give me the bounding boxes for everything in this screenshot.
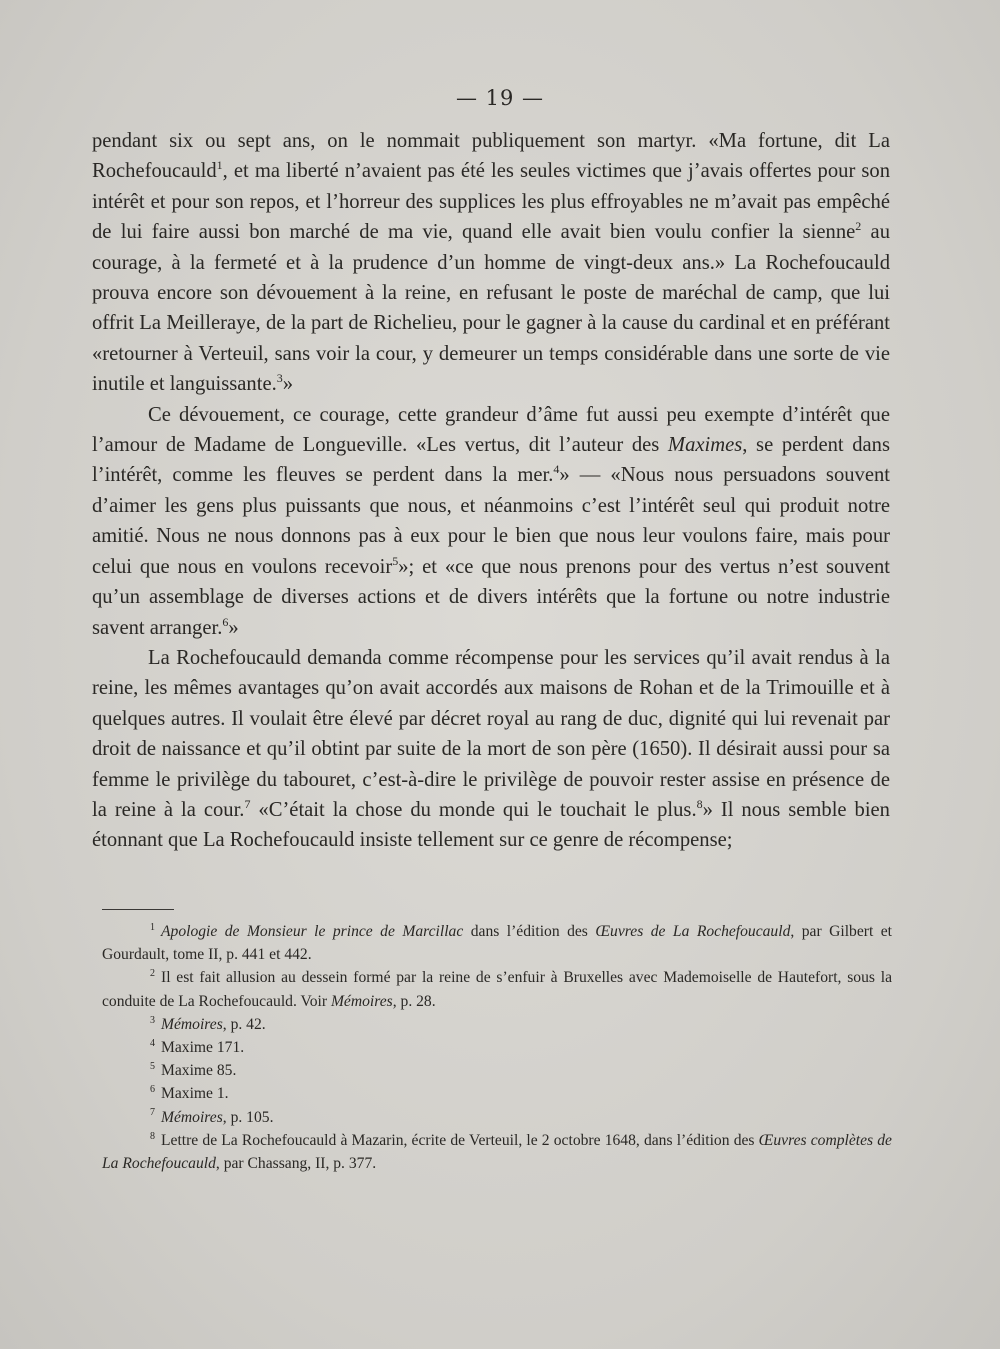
text-run: » — «Nous nous persuadons souvent d’aimer les gens plus puissants que nous, et néanmoins c’est l’intérêt seul qui produit notre amitié. Nous ne nous donnons pas à eux pour le bien que nous leur voulons faire, mais pour celui que nous en voulons recevoir	[92, 464, 890, 578]
footnote-reference: 2	[855, 219, 862, 234]
text-run: Ce dévouement, ce courage, cette grandeur d’âme fut aussi peu exempte d’intérêt que l’amour de Madame de Longueville. «Les vertus, dit l’auteur des	[92, 403, 890, 457]
text-run: Lettre de La Rochefoucauld à Mazarin, écrite de Verteuil, le 2 octobre 1648, dans l’édition des	[161, 1131, 759, 1149]
text-run: dans l’édition des	[463, 923, 596, 940]
italic-text: Œuvres de La Rochefoucauld	[595, 923, 791, 940]
footnote-reference: 3	[276, 371, 283, 386]
italic-text: Apologie de Monsieur le prince de Marcillac	[161, 923, 464, 940]
footnote-reference: 7	[244, 797, 251, 812]
footnote-reference: 1	[216, 158, 223, 173]
text-run: » Il nous semble bien étonnant que La Rochefoucauld insiste tellement sur ce genre de récompense;	[92, 798, 890, 852]
page-number: — 19 —	[455, 86, 545, 110]
italic-text: Œuvres complètes de La Rochefoucauld	[102, 1131, 892, 1173]
footnote-item	[102, 1106, 892, 1129]
footnote-item	[102, 1036, 892, 1059]
text-run: »; et «ce que nous prenons pour des vertus n’est souvent qu’un assemblage de diverses actions et de divers intérêts que la fortune ou notre industrie savent arranger.	[92, 555, 891, 639]
text-run: , p. 42.	[222, 1015, 266, 1033]
text-run: , p. 105.	[222, 1108, 274, 1126]
text-run: Maxime 171.	[161, 1039, 245, 1057]
text-run: La Rochefoucauld demanda comme récompense pour les services qu’il avait rendus à la reine, les mêmes avantages qu’on avait accordés aux maisons de Rohan et de la Trimouille et à quelques autres. Il voulait être élevé par décret royal au rang de duc, dignité qui lui revenait par droit de naissance et qu’il obtint par suite de la mort de son père (1650). Il désirait aussi pour sa femme le privilège du tabouret, c’est-à-dire le privilège de pouvoir rester assise en présence de la reine à la cour.	[92, 646, 890, 821]
footnote-number: 6	[150, 1084, 155, 1096]
text-run: , par Gilbert et Gourdault, tome II, p. 441 et 442.	[102, 923, 892, 964]
text-run: Maxime 1.	[161, 1085, 229, 1103]
text-run: , se perdent dans l’intérêt, comme les fleuves se perdent dans la mer.	[92, 434, 890, 487]
footnote-item	[102, 966, 892, 1012]
footnote-number: 7	[150, 1107, 155, 1119]
italic-text: Mémoires	[330, 992, 393, 1010]
footnote-number: 1	[150, 921, 155, 933]
text-run: Maxime 85.	[161, 1062, 237, 1080]
text-run: Il est fait allusion au dessein formé par la reine de s’enfuir à Bruxelles avec Mademoiselle de Hautefort, sous la conduite de La Rochefoucauld. Voir	[102, 969, 892, 1010]
italic-text: Mémoires	[161, 1108, 223, 1126]
footnote-number: 5	[150, 1061, 155, 1073]
text-run: »	[228, 616, 239, 639]
footnote-reference: 6	[222, 614, 229, 629]
text-run: , et ma liberté n’avaient pas été les seules victimes que j’avais offertes pour son intérêt et pour son repos, et l’horreur des supplices les plus effroyables ne m’avait pas empêché de lui faire aussi bon marché de ma vie, quand elle avait bien voulu confier la sienne	[92, 160, 890, 244]
text-run: pendant six ou sept ans, on le nommait publiquement son martyr. «Ma fortune, dit La Rochefoucauld	[92, 130, 890, 183]
italic-text: Mémoires	[161, 1015, 223, 1033]
paragraph	[92, 126, 890, 400]
italic-text: Maximes	[667, 434, 743, 457]
footnote-separator-rule	[102, 909, 174, 910]
footnote-reference: 8	[696, 797, 703, 812]
footnote-number: 4	[150, 1037, 155, 1049]
body-text	[92, 126, 890, 856]
paragraph	[92, 400, 890, 643]
footnote-reference: 5	[392, 553, 399, 568]
footnote-number: 8	[150, 1130, 155, 1142]
footnote-number: 2	[150, 968, 155, 980]
text-run: , p. 28.	[392, 992, 436, 1010]
footnote-reference: 4	[553, 462, 560, 477]
footnote-item	[102, 1059, 892, 1082]
footnote-item	[102, 1082, 892, 1105]
footnote-item	[102, 1129, 892, 1175]
footnote-number: 3	[150, 1014, 155, 1026]
text-run: «C’était la chose du monde qui le touchait le plus.	[250, 798, 697, 821]
footnote-item	[102, 1013, 892, 1036]
text-run: , par Chassang, II, p. 377.	[215, 1155, 377, 1173]
footnotes-list	[102, 920, 892, 1175]
paragraph	[92, 643, 890, 856]
text-run: »	[282, 373, 294, 396]
footnote-item	[102, 920, 892, 966]
text-run: au courage, à la fermeté et à la prudence d’un homme de vingt-deux ans.» La Rochefoucauld prouva encore son dévouement à la reine, en refusant le poste de maréchal de camp, que lui offrit La Meilleraye, de la part de Richelieu, pour le gagner à la cause du cardinal et en préférant «retourner à Verteuil, sans voir la cour, y demeurer un temps considérable dans une sorte de vie inutile et languissante.	[92, 221, 890, 396]
